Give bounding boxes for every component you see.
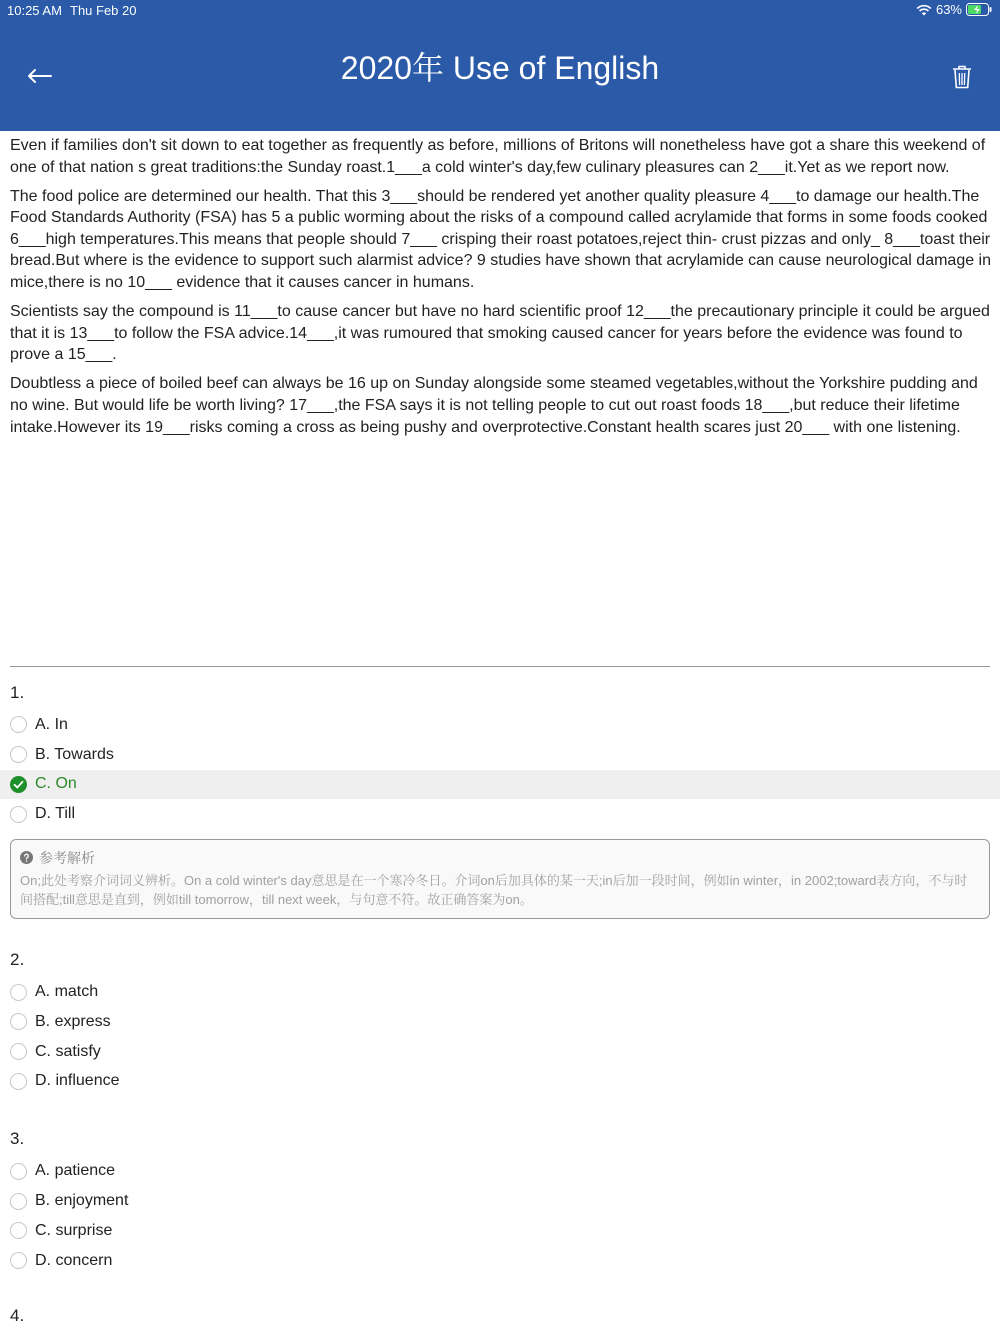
option-1a[interactable] xyxy=(0,710,1000,740)
option-label: A. In xyxy=(35,715,68,733)
passage-paragraph: Even if families don't sit down to eat together as frequently as before, millions of Britons will nonetheless have got a share this weekend of one of that nation s great traditions:the Sunday roast.1___a cold winter's day,few culinary pleasures can 2___it.Yet as we report now. xyxy=(10,137,986,176)
status-date: Thu Feb 20 xyxy=(70,3,137,18)
option-2a[interactable] xyxy=(0,977,1000,1007)
reading-passage xyxy=(10,135,992,446)
radio-circle-icon xyxy=(10,1193,27,1210)
question-1 xyxy=(0,680,1000,919)
radio-circle-icon xyxy=(10,1043,27,1060)
question-number: 4. xyxy=(10,1305,25,1325)
delete-button[interactable] xyxy=(946,60,978,94)
option-1c[interactable] xyxy=(0,770,1000,800)
radio-circle-icon xyxy=(10,806,27,823)
question-number: 3. xyxy=(10,1129,25,1149)
option-label: D. influence xyxy=(35,1072,120,1090)
option-label: C. satisfy xyxy=(35,1042,101,1060)
page-title: 2020年 Use of English xyxy=(340,50,660,86)
question-4 xyxy=(0,1303,1000,1333)
battery-percent: 63% xyxy=(935,2,962,17)
option-label: B. enjoyment xyxy=(35,1192,129,1210)
option-3c[interactable] xyxy=(0,1216,1000,1246)
radio-circle-icon xyxy=(10,1222,27,1239)
section-divider xyxy=(10,666,990,667)
question-2 xyxy=(0,947,1000,1096)
option-2b[interactable] xyxy=(0,1007,1000,1037)
option-label: D. Till xyxy=(35,805,75,823)
radio-circle-icon xyxy=(10,984,27,1001)
radio-circle-icon xyxy=(10,1073,27,1090)
option-1b[interactable] xyxy=(0,740,1000,770)
question-number: 1. xyxy=(10,683,25,702)
option-2d[interactable] xyxy=(0,1067,1000,1097)
status-time: 10:25 AM xyxy=(7,3,62,18)
option-label: B. Towards xyxy=(35,745,114,763)
option-label: C. surprise xyxy=(35,1221,113,1239)
option-2c[interactable] xyxy=(0,1037,1000,1067)
wifi-icon xyxy=(916,4,932,16)
passage-paragraph: Scientists say the compound is 11___to cause cancer but have no hard scientific proof 12___the precautionary principle it could be argued that it is 13___to follow the FSA advice.14___,it was rumoured that smoking caused cancer for years before the evidence was found to prove a 15___. xyxy=(10,303,990,364)
check-circle-icon xyxy=(10,776,27,793)
app-header xyxy=(0,0,1000,131)
radio-circle-icon xyxy=(10,1252,27,1269)
radio-circle-icon xyxy=(10,1013,27,1030)
radio-circle-icon xyxy=(10,1163,27,1180)
trash-icon xyxy=(952,65,972,89)
question-circle-icon xyxy=(20,851,33,864)
question-list xyxy=(0,680,1000,1333)
question-number: 2. xyxy=(10,950,25,970)
option-3b[interactable] xyxy=(0,1186,1000,1216)
passage-paragraph: Doubtless a piece of boiled beef can always be 16 up on Sunday alongside some steamed vegetables,without the Yorkshire pudding and no wine. But would life be worth living? 17___,the FSA says it is not telling people to cut out roast foods 18___,but reduce their lifetime intake.However its 19___risks coming a cross as being pushy and overprotective.Constant health scares just 20___ with one listening. xyxy=(10,375,978,436)
option-label: D. concern xyxy=(35,1251,113,1269)
battery-charging-icon xyxy=(966,3,992,16)
option-3d[interactable] xyxy=(0,1246,1000,1276)
option-label: B. express xyxy=(35,1012,111,1030)
explanation-header xyxy=(20,848,980,867)
explanation-title: 参考解析 xyxy=(39,849,95,866)
radio-circle-icon xyxy=(10,746,27,763)
status-right xyxy=(916,2,992,17)
passage-paragraph: The food police are determined our health. That this 3___should be rendered yet another quality pleasure 4___to damage our health.The Food Standards Authority (FSA) has 5 a public worming about the risks of a compound called acrylamide that forms in some foods cooked 6___high temperatures.This means that people should 7___ crisping their roast potatoes,reject thin- crust pizzas and only_ 8___toast their bread.But where is the evidence to support such alarmist advice? 9 studies have shown that acrylamide can cause neurological damage in mice,there is no 10___ evidence that it causes cancer in humans. xyxy=(10,187,992,292)
question-3 xyxy=(0,1126,1000,1275)
option-label: A. match xyxy=(35,983,99,1001)
explanation-box xyxy=(10,839,990,919)
explanation-text: On;此处考察介词词义辨析。On a cold winter's day意思是在一个寒冷冬日。介词on后加具体的某一天;in后加一段时间，例如in winter，in 2002;toward表方向，不与时间搭配;till意思是直到，例如till tomorrow，till next week，与句意不符。故正确答案为on。 xyxy=(20,873,968,908)
option-label: A. patience xyxy=(35,1162,116,1180)
status-bar xyxy=(0,0,1000,22)
option-3a[interactable] xyxy=(0,1156,1000,1186)
option-label: C. On xyxy=(35,775,77,793)
radio-circle-icon xyxy=(10,716,27,733)
option-1d[interactable] xyxy=(0,799,1000,829)
